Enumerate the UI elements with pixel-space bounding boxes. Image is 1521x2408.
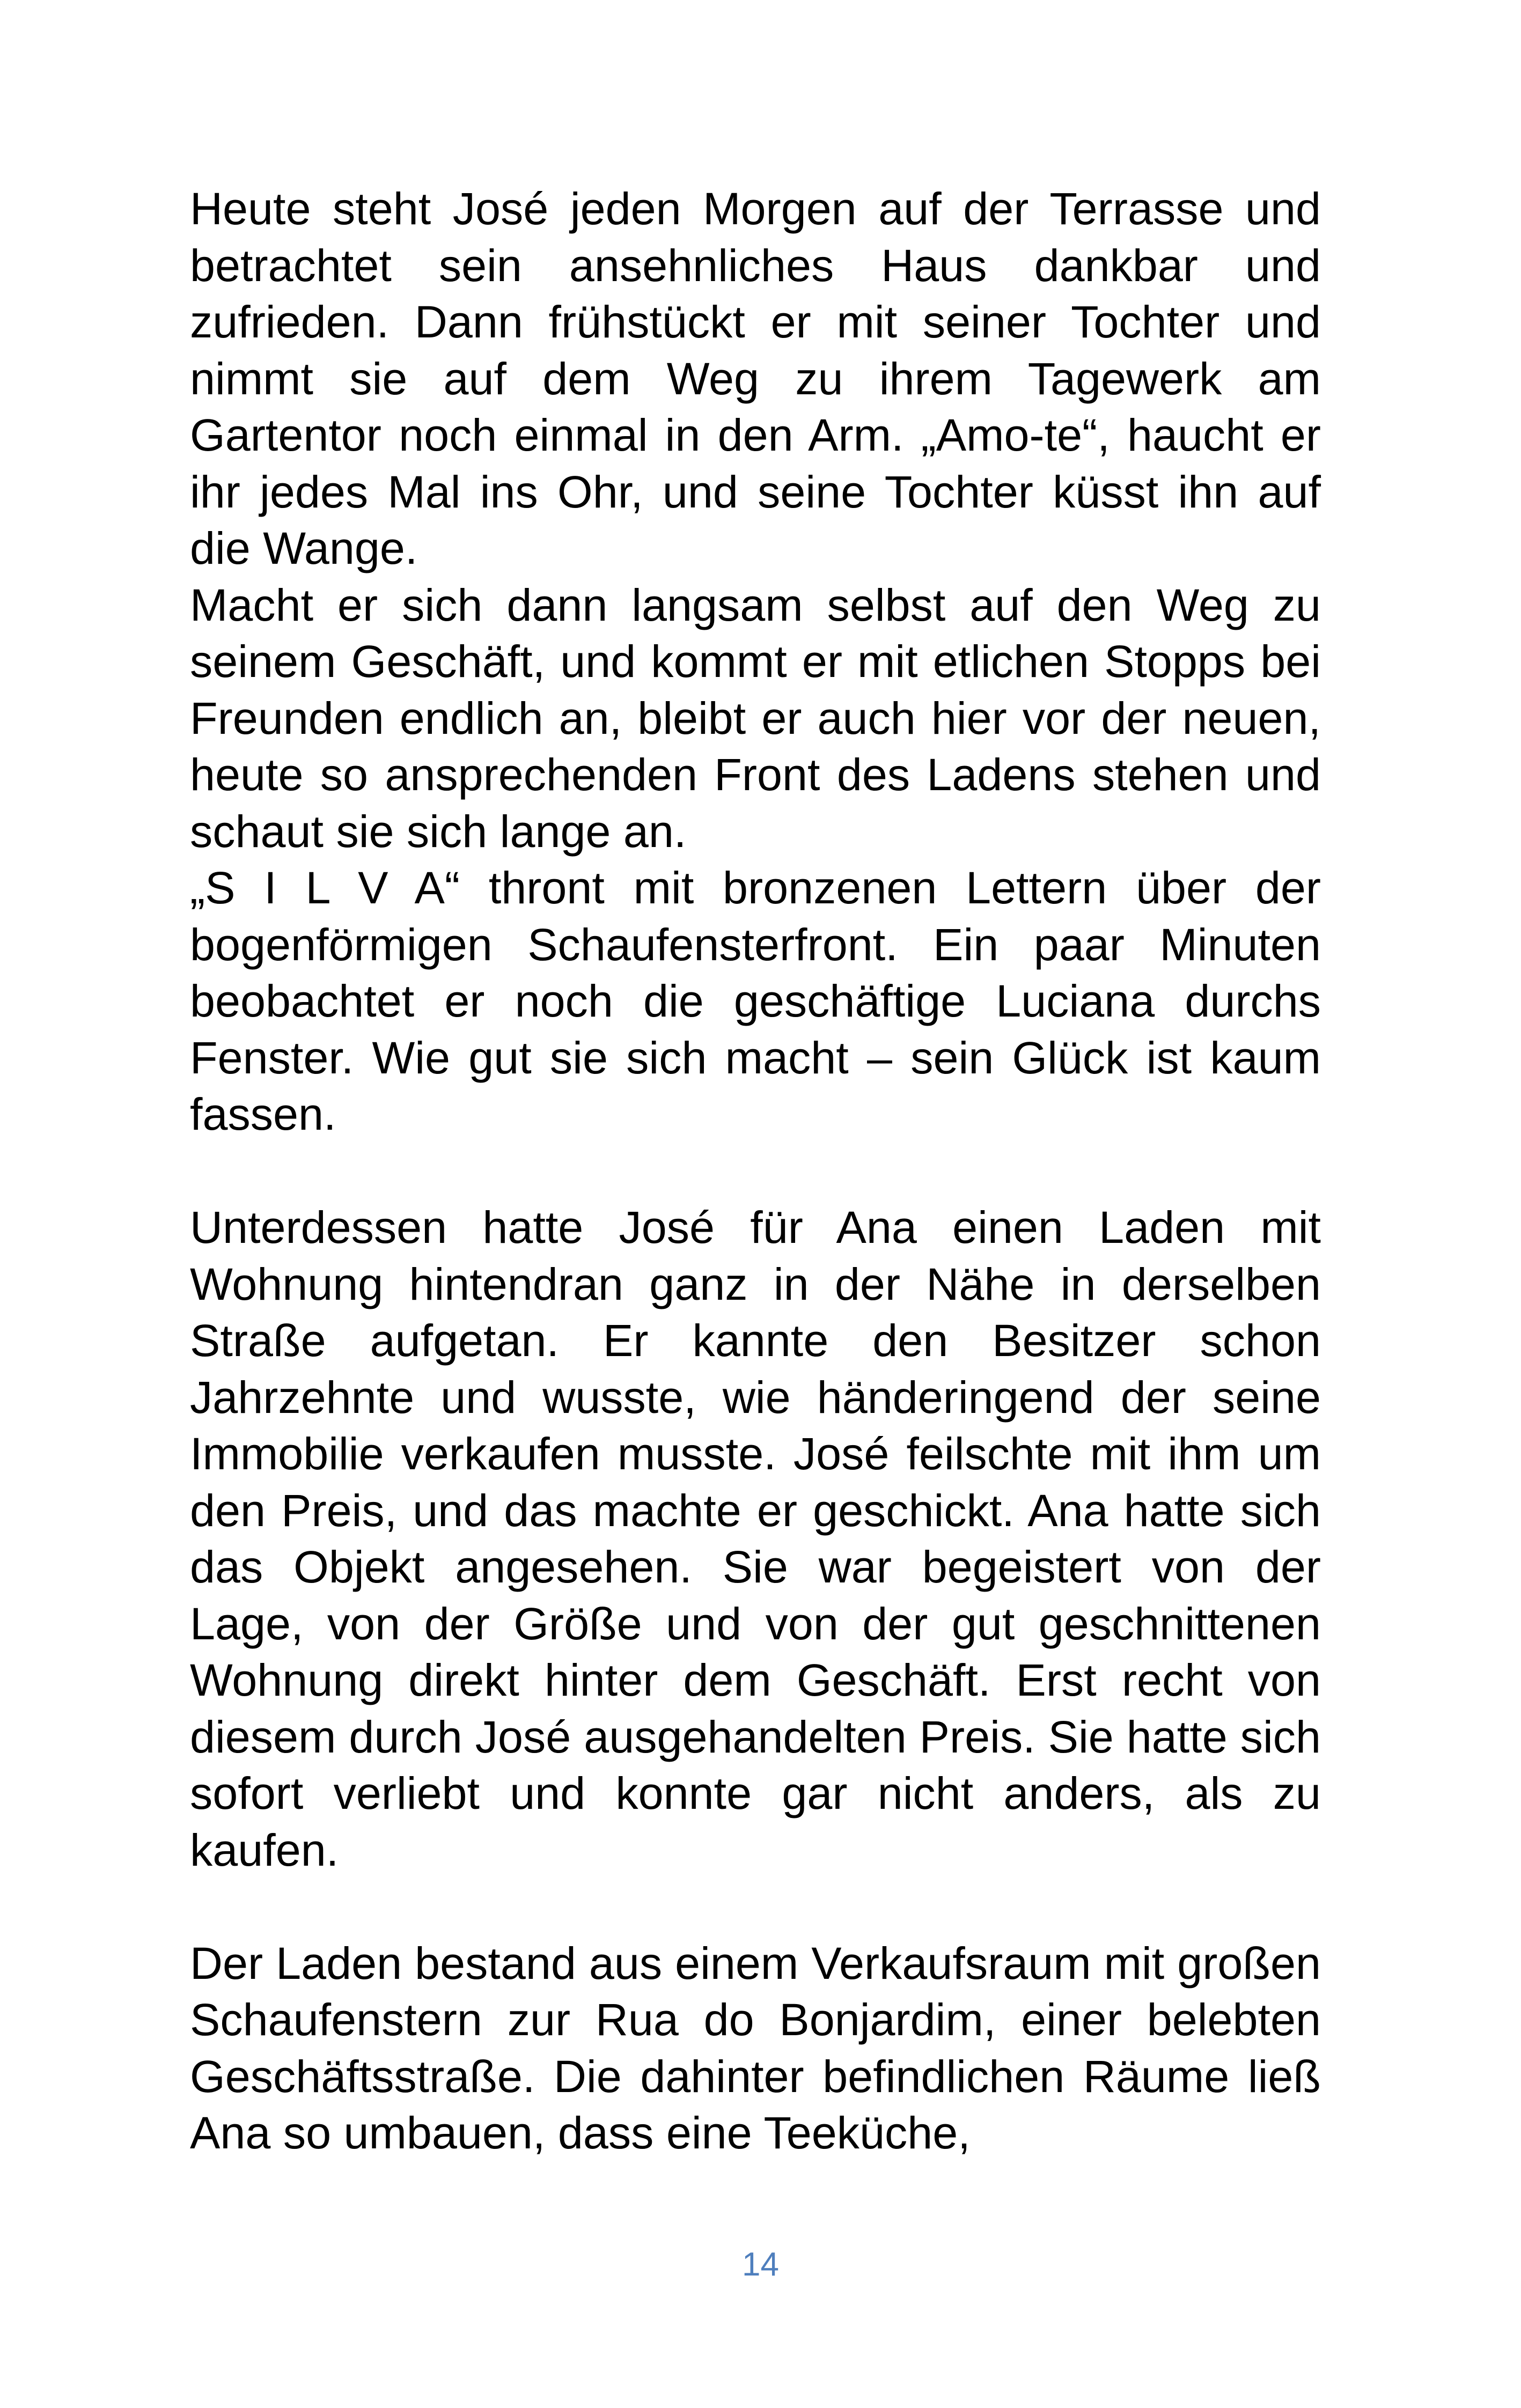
- body-text: [190, 181, 1321, 2162]
- paragraph-gap: [190, 1879, 1321, 1935]
- paragraph-4: Unterdessen hatte José für Ana einen Laden mit Wohnung hintendran ganz in der Nähe in derselben Straße aufgetan. Er kannte den Besitzer schon Jahrzehnte und wusste, wie händeringend der seine Immobilie verkaufen musste. José feilschte mit ihm um den Preis, und das machte er geschickt. Ana hatte sich das Objekt angesehen. Sie war begeistert von der Lage, von der Größe und von der gut geschnittenen Wohnung direkt hinter dem Geschäft. Erst recht von diesem durch José ausgehandelten Preis. Sie hatte sich sofort verliebt und konnte gar nicht anders, als zu kaufen.: [190, 1202, 1321, 1875]
- paragraph-2: Macht er sich dann langsam selbst auf den Weg zu seinem Geschäft, und kommt er mit etlichen Stopps bei Freunden endlich an, bleibt er auch hier vor der neuen, heute so ansprechenden Front des Ladens stehen und schaut sie sich lange an.: [190, 579, 1321, 857]
- paragraph-gap: [190, 1143, 1321, 1200]
- paragraph-3: „S I L V A“ thront mit bronzenen Lettern über der bogenförmigen Schaufensterfront. Ein paar Minuten beobachtet er noch die geschäftige Luciana durchs Fenster. Wie gut sie sich macht – sein Glück ist kaum fassen.: [190, 863, 1321, 1139]
- paragraph-5: Der Laden bestand aus einem Verkaufsraum mit großen Schaufenstern zur Rua do Bonjardim, einer belebten Geschäftsstraße. Die dahinter befindlichen Räume ließ Ana so umbauen, dass eine Teeküche,: [190, 1938, 1321, 2158]
- paragraph-1: Heute steht José jeden Morgen auf der Terrasse und betrachtet sein ansehnliches Haus dankbar und zufrieden. Dann frühstückt er mit seiner Tochter und nimmt sie auf dem Weg zu ihrem Tagewerk am Gartentor noch einmal in den Arm. „Amo-te“, haucht er ihr jedes Mal ins Ohr, und seine Tochter küsst ihn auf die Wange.: [190, 183, 1321, 573]
- page-number: 14: [742, 2246, 779, 2283]
